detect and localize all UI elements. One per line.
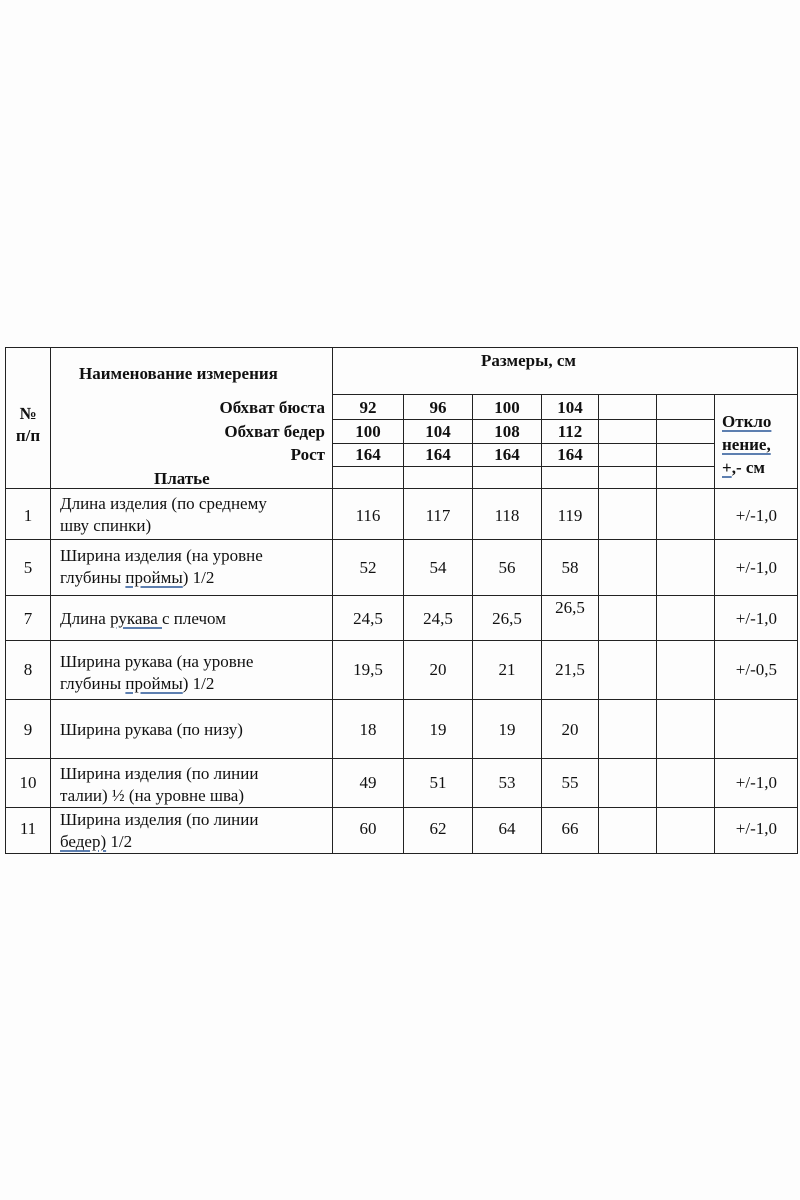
row-value: 24,5 <box>423 609 453 628</box>
row-value: 53 <box>498 773 516 792</box>
bust-row-divider <box>332 419 715 420</box>
number-header: № п/п <box>15 404 41 445</box>
row-number: 9 <box>23 720 33 739</box>
row-name: Длина рукава с плечом <box>60 609 226 628</box>
bust-value: 96 <box>429 398 447 417</box>
row-name: Ширина рукава (по низу) <box>60 720 243 739</box>
row-value: 66 <box>561 819 579 838</box>
row-deviation: +/-1,0 <box>735 558 777 577</box>
row-deviation: +/-1,0 <box>735 506 777 525</box>
row-value: 116 <box>355 506 381 525</box>
col-border-size4 <box>598 394 599 854</box>
hips-label: Обхват бедер <box>224 422 325 441</box>
row-value: 64 <box>498 819 516 838</box>
row-value: 62 <box>429 819 447 838</box>
hips-value: 112 <box>557 422 583 441</box>
bust-label: Обхват бюста <box>219 398 325 417</box>
row-value: 58 <box>561 558 579 577</box>
height-value: 164 <box>355 445 381 464</box>
row-value: 26,5 <box>492 609 522 628</box>
row-number: 8 <box>23 660 33 679</box>
col-border-num <box>50 347 51 854</box>
row-name: Ширина изделия (по линии талии) ½ (на уровне шва) <box>60 764 259 805</box>
hips-value: 100 <box>355 422 381 441</box>
row-divider-6 <box>5 807 797 808</box>
row-value: 118 <box>494 506 520 525</box>
row-number: 10 <box>19 773 37 792</box>
row-value: 18 <box>359 720 377 739</box>
row-name: Ширина изделия (на уровне глубины проймы) 1/2 <box>60 546 263 587</box>
sizes-header-divider <box>332 394 797 395</box>
row-value: 60 <box>359 819 377 838</box>
row-name: Ширина изделия (по линии бедер) 1/2 <box>60 810 259 851</box>
table-top-border <box>5 347 797 348</box>
row-value: 21,5 <box>555 660 585 679</box>
row-value: 26,5 <box>555 598 585 617</box>
row-number: 11 <box>19 819 37 838</box>
row-name: Длина изделия (по среднему шву спинки) <box>60 494 267 535</box>
table-bottom-border <box>5 853 797 854</box>
row-value: 54 <box>429 558 447 577</box>
row-value: 21 <box>498 660 516 679</box>
row-value: 51 <box>429 773 447 792</box>
row-divider-3 <box>5 640 797 641</box>
height-row-divider <box>332 466 715 467</box>
col-border-empty1 <box>656 394 657 854</box>
header-bottom-border <box>5 488 797 489</box>
height-value: 164 <box>494 445 520 464</box>
row-deviation: +/-1,0 <box>735 773 777 792</box>
row-value: 20 <box>561 720 579 739</box>
deviation-header: Откло нение, +,- см <box>722 412 772 477</box>
row-value: 117 <box>425 506 451 525</box>
bust-value: 100 <box>494 398 520 417</box>
row-name: Ширина рукава (на уровне глубины проймы) 1/2 <box>60 652 254 693</box>
row-value: 56 <box>498 558 516 577</box>
row-divider-2 <box>5 595 797 596</box>
row-deviation: +/-1,0 <box>735 819 777 838</box>
measure-title: Наименование измерения <box>79 364 278 383</box>
row-value: 119 <box>557 506 583 525</box>
row-deviation: +/-1,0 <box>735 609 777 628</box>
row-value: 49 <box>359 773 377 792</box>
row-divider-1 <box>5 539 797 540</box>
hips-value: 108 <box>494 422 520 441</box>
row-value: 20 <box>429 660 447 679</box>
row-number: 7 <box>23 609 33 628</box>
row-deviation: +/-0,5 <box>735 660 777 679</box>
hips-value: 104 <box>425 422 451 441</box>
row-value: 24,5 <box>353 609 383 628</box>
col-border-right <box>797 347 798 854</box>
row-number: 1 <box>23 506 33 525</box>
row-number: 5 <box>23 558 33 577</box>
item-label: Платье <box>154 469 210 488</box>
bust-value: 104 <box>557 398 583 417</box>
height-value: 164 <box>557 445 583 464</box>
bust-value: 92 <box>359 398 377 417</box>
height-label: Рост <box>290 445 325 464</box>
row-value: 19 <box>429 720 447 739</box>
row-divider-4 <box>5 699 797 700</box>
height-value: 164 <box>425 445 451 464</box>
row-divider-5 <box>5 758 797 759</box>
sizes-title: Размеры, см <box>481 351 576 370</box>
row-value: 52 <box>359 558 377 577</box>
row-value: 19 <box>498 720 516 739</box>
row-value: 55 <box>561 773 579 792</box>
row-value: 19,5 <box>353 660 383 679</box>
